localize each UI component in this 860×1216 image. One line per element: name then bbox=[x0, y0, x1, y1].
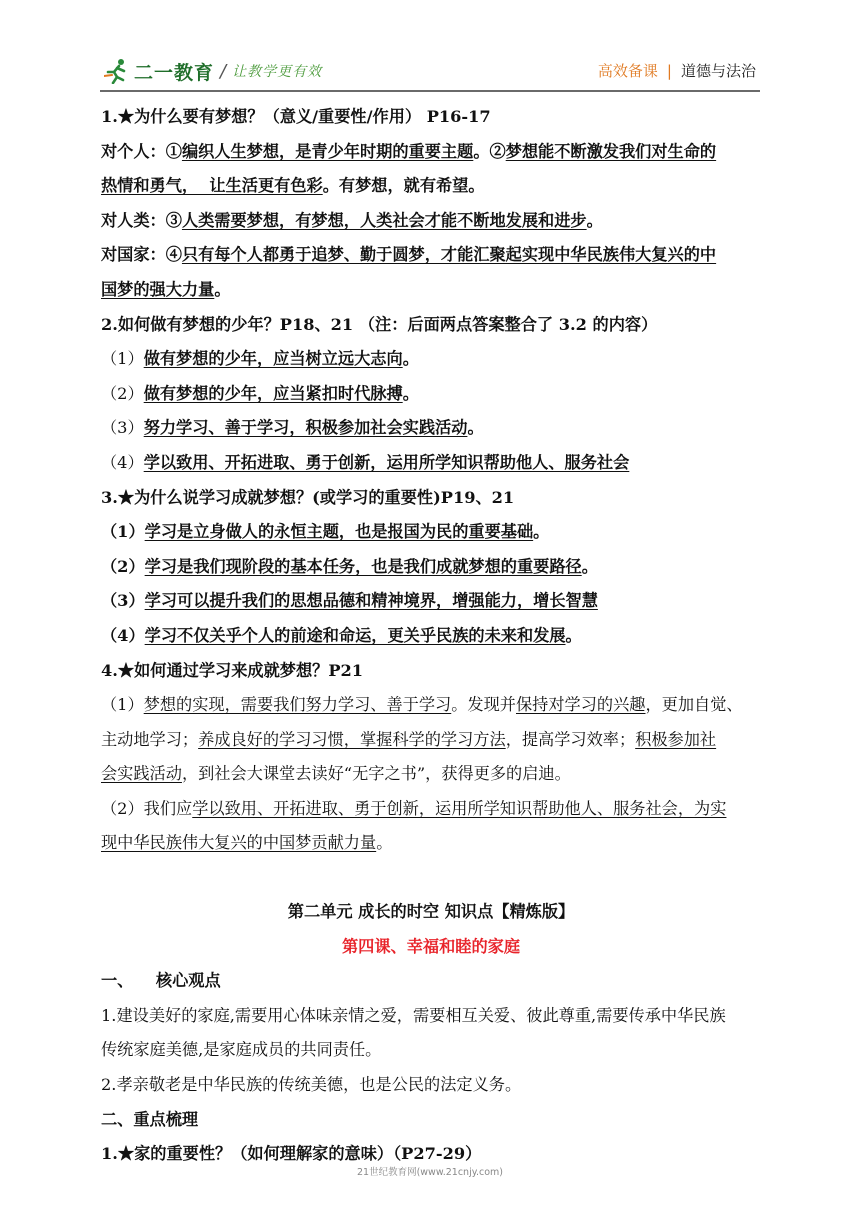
q1-nation-line1: 对国家：④只有每个人都勇于追梦、勤于圆梦，才能汇聚起实现中华民族伟大复兴的中 bbox=[101, 245, 717, 265]
core-p2: 2.孝亲敬老是中华民族的传统美德，也是公民的法定义务。 bbox=[101, 1075, 522, 1095]
q1-individual-line2: 热情和勇气， 让生活更有色彩。有梦想，就有希望。 bbox=[101, 176, 485, 196]
list-item: （1）做有梦想的少年，应当树立远大志向。 bbox=[101, 349, 419, 369]
q1-nation-line2: 国梦的强大力量。 bbox=[101, 279, 231, 299]
header-tag-subject: 道德与法治 bbox=[680, 62, 756, 80]
header-divider bbox=[100, 90, 760, 92]
core-p1-line2: 传统家庭美德,是家庭成员的共同责任。 bbox=[101, 1040, 382, 1060]
document-body bbox=[101, 100, 761, 1172]
logo-slogan: 让教学更有效 bbox=[232, 64, 323, 80]
page-header bbox=[0, 0, 860, 96]
q4-p1-line2: 主动地学习；养成良好的学习习惯，掌握科学的学习方法，提高学习效率；积极参加社 bbox=[101, 729, 717, 749]
header-right bbox=[598, 60, 756, 81]
key-q1-title: 1.★家的重要性？（如何理解家的意味）（P27-29） bbox=[101, 1144, 482, 1164]
logo bbox=[104, 56, 322, 86]
runner-logo-icon bbox=[104, 58, 130, 84]
list-item: （4）学习不仅关乎个人的前途和命运，更关乎民族的未来和发展。 bbox=[101, 625, 582, 645]
q4-p2-line1: （2）我们应学以致用、开拓进取、勇于创新，运用所学知识帮助他人、服务社会，为实 bbox=[101, 798, 727, 818]
unit-title: 第二单元 成长的时空 知识点【精炼版】 bbox=[287, 902, 575, 922]
page-footer: 21世纪教育网(www.21cnjy.com) bbox=[356, 1167, 503, 1178]
logo-text: 二一教育 bbox=[134, 61, 215, 84]
q1-humanity: 对人类：③人类需要梦想，有梦想，人类社会才能不断地发展和进步。 bbox=[101, 210, 603, 230]
header-separator: | bbox=[666, 61, 672, 80]
list-item: （3）努力学习、善于学习，积极参加社会实践活动。 bbox=[101, 418, 484, 438]
header-tag-course: 高效备课 bbox=[597, 62, 658, 80]
list-item: （3）学习可以提升我们的思想品德和精神境界，增强能力，增长智慧 bbox=[101, 591, 598, 611]
q4-p1-line1: （1）梦想的实现，需要我们努力学习、善于学习。发现并保持对学习的兴趣，更加自觉、 bbox=[101, 695, 743, 715]
q2-title: 2.如何做有梦想的少年？P18、21 （注：后面两点答案整合了 3.2 的内容） bbox=[101, 314, 658, 334]
core-heading: 一、 核心观点 bbox=[101, 971, 221, 991]
q4-p2-line2: 现中华民族伟大复兴的中国梦贡献力量。 bbox=[101, 833, 393, 853]
q4-title: 4.★如何通过学习来成就梦想？P21 bbox=[101, 660, 364, 680]
logo-slash: / bbox=[220, 60, 227, 82]
q4-p1-line3: 会实践活动，到社会大课堂去读好“无字之书”，获得更多的启迪。 bbox=[101, 764, 571, 784]
list-item: （2）学习是我们现阶段的基本任务，也是我们成就梦想的重要路径。 bbox=[101, 556, 598, 576]
lesson-title: 第四课、幸福和睦的家庭 bbox=[341, 936, 521, 956]
spacer bbox=[101, 861, 761, 895]
core-p1-line1: 1.建设美好的家庭,需要用心体味亲情之爱，需要相互关爱、彼此尊重,需要传承中华民族 bbox=[101, 1005, 726, 1025]
list-item: （2）做有梦想的少年，应当紧扣时代脉搏。 bbox=[101, 383, 419, 403]
list-item: （4）学以致用、开拓进取、勇于创新，运用所学知识帮助他人、服务社会 bbox=[101, 452, 630, 472]
q1-title: 1.★为什么要有梦想？（意义/重要性/作用） P16-17 bbox=[101, 107, 491, 126]
q3-title: 3.★为什么说学习成就梦想？(或学习的重要性)P19、21 bbox=[101, 487, 515, 507]
list-item: （1）学习是立身做人的永恒主题，也是报国为民的重要基础。 bbox=[101, 522, 550, 542]
key-heading: 二、重点梳理 bbox=[101, 1109, 199, 1129]
q1-individual-line1: 对个人：①编织人生梦想，是青少年时期的重要主题。②梦想能不断激发我们对生命的 bbox=[101, 141, 717, 161]
